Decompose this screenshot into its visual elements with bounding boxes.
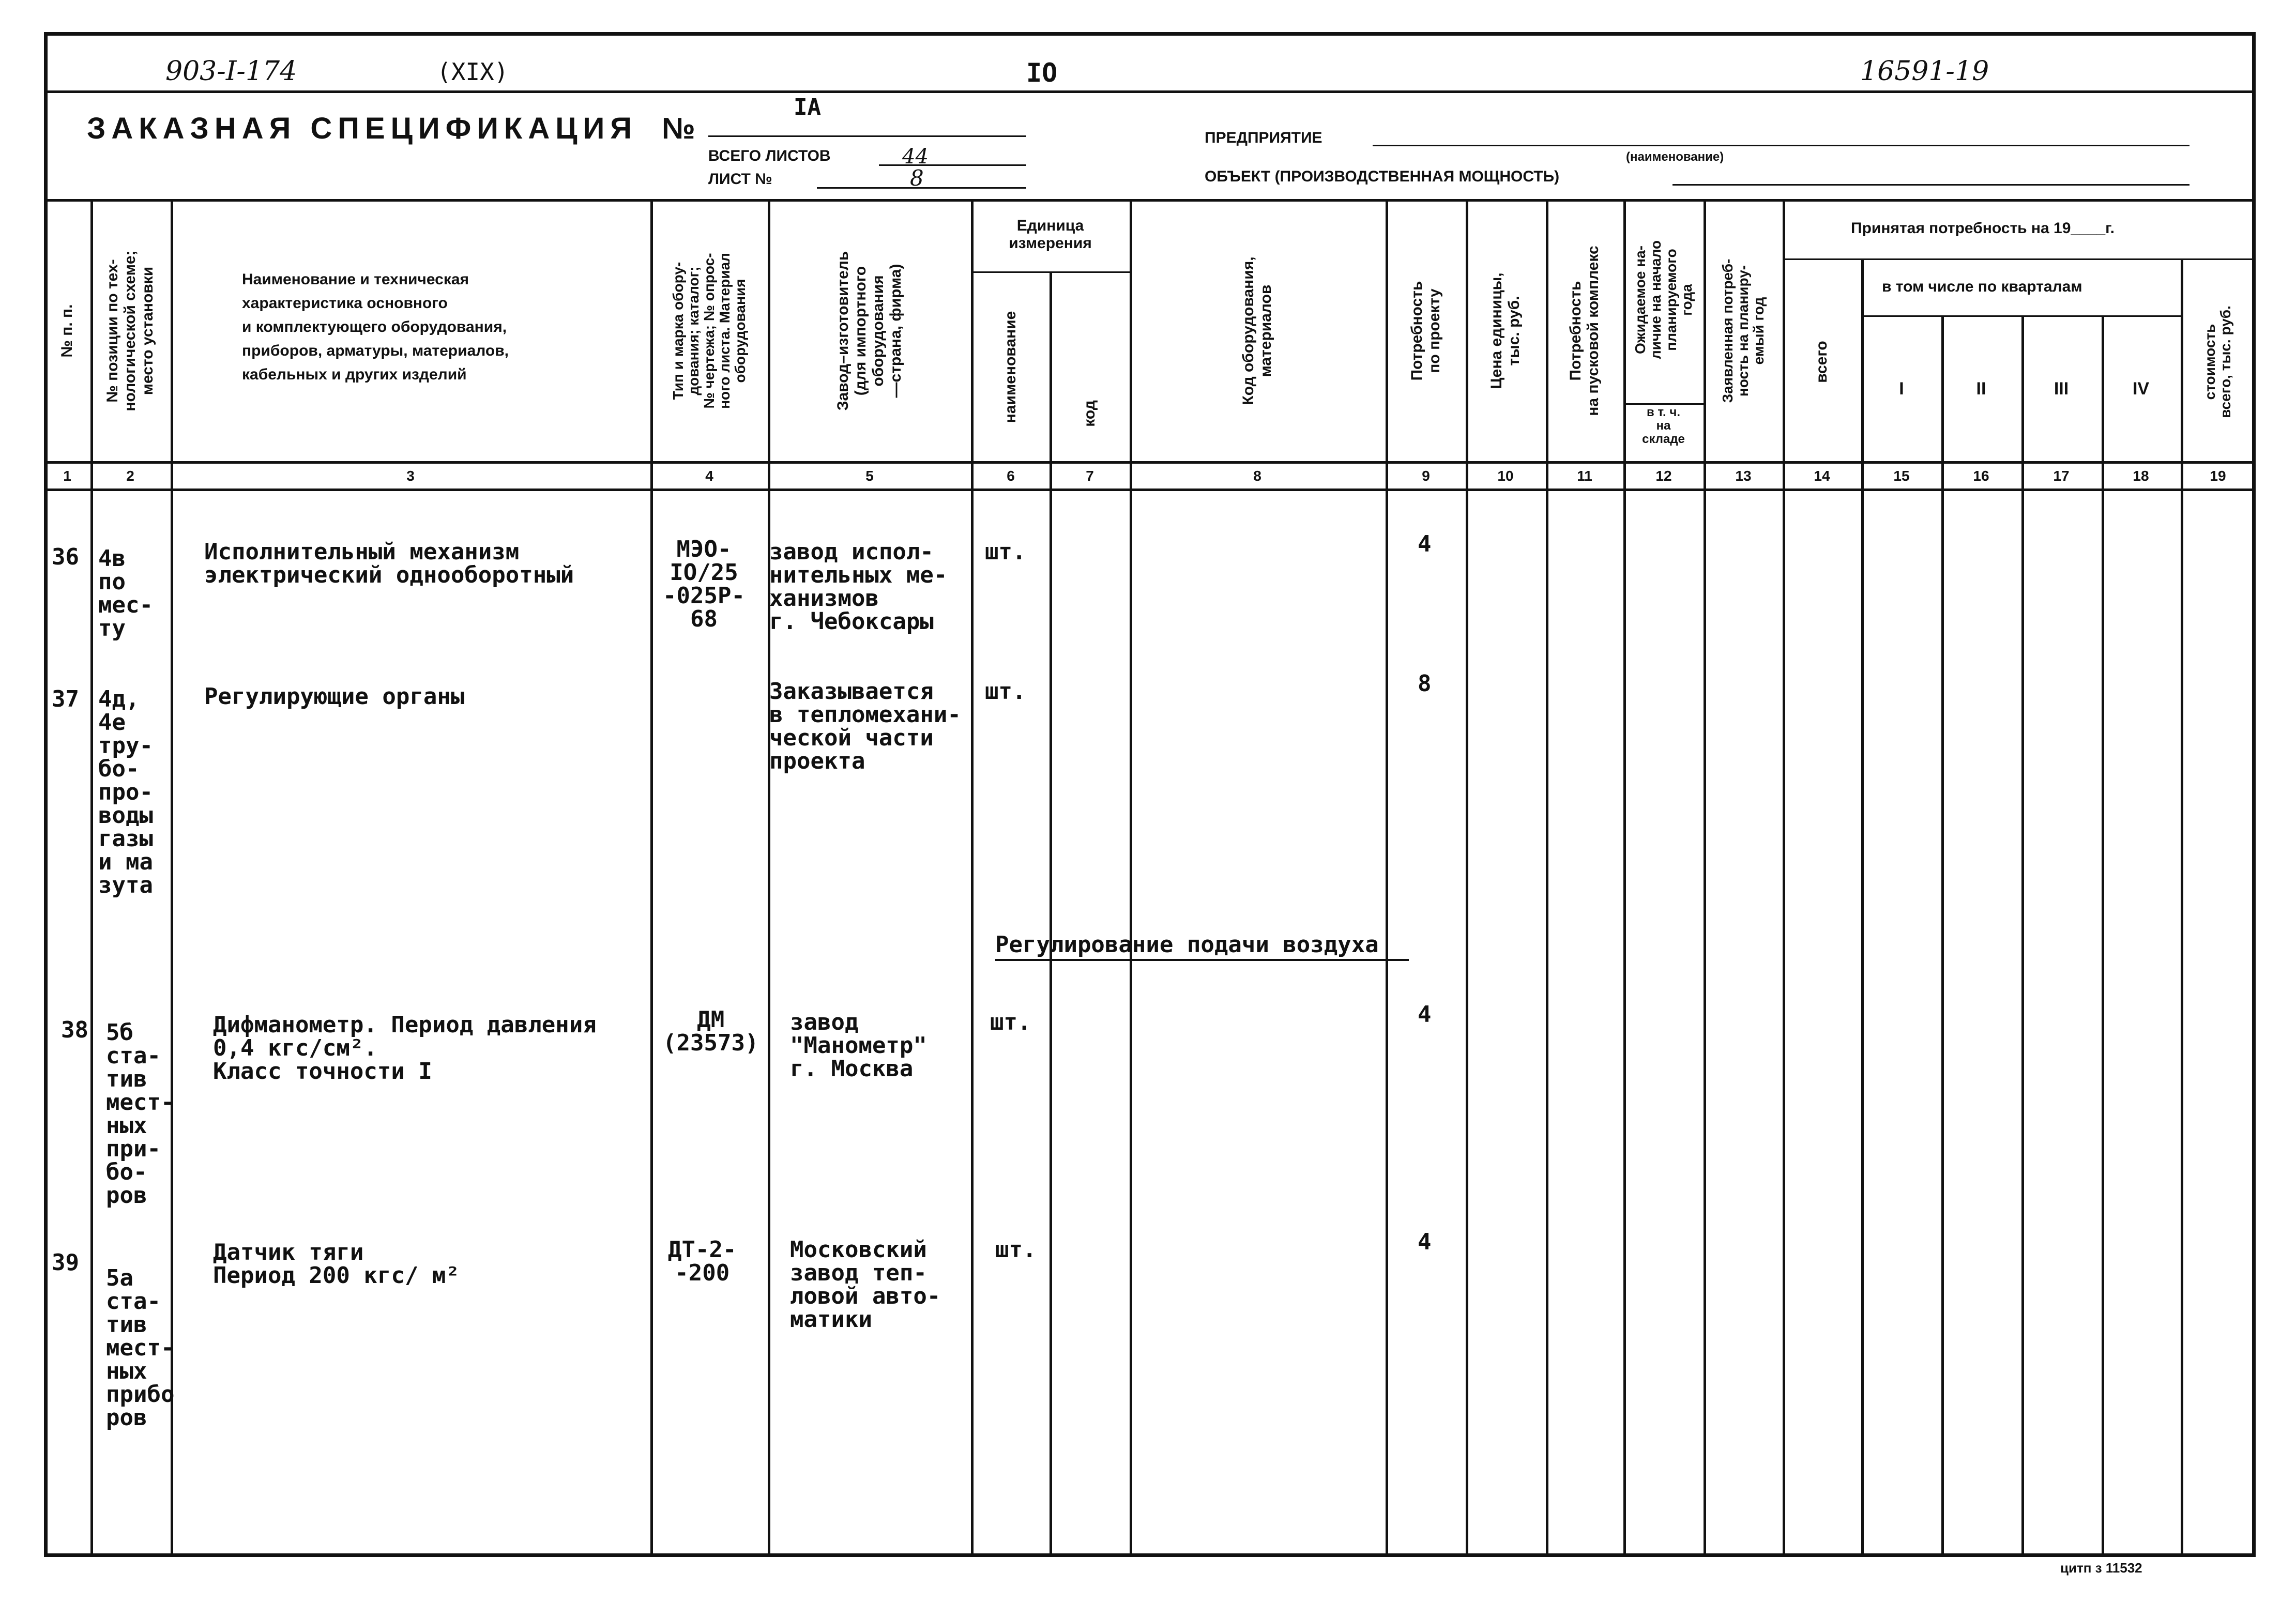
header-col11: Потребность на пусковой комплекс xyxy=(1567,246,1602,416)
column-number: 5 xyxy=(865,468,874,484)
unit-group-line xyxy=(971,271,1130,273)
column-number: 4 xyxy=(705,468,713,484)
object-underline xyxy=(1672,184,2189,186)
spec-number-value: IA xyxy=(794,94,821,120)
column-number: 9 xyxy=(1422,468,1430,484)
column-number: 18 xyxy=(2133,468,2149,484)
row-maker: Московский завод теп- ловой авто- матики xyxy=(790,1237,941,1333)
header-col10: Цена единицы, тыс. руб. xyxy=(1488,272,1523,389)
column-number: 1 xyxy=(63,468,71,484)
column-number: 2 xyxy=(126,468,134,484)
column-number: 17 xyxy=(2053,468,2070,484)
row-position: 5б ста- тив мест- ных при- бо- ров xyxy=(106,1019,175,1209)
header-col12-bottom: в т. ч. на складе xyxy=(1642,405,1685,446)
total-sheets-value: 44 xyxy=(902,145,929,169)
column-number: 7 xyxy=(1086,468,1094,484)
header-q2: II xyxy=(1976,379,1986,399)
row-unit: шт. xyxy=(985,678,1026,705)
header-col8: Код оборудования, материалов xyxy=(1240,256,1274,405)
header-col13: Заявленная потреб- ность на планиру- емый год xyxy=(1720,258,1767,403)
column-number: 15 xyxy=(1893,468,1910,484)
header-col7: код xyxy=(1081,400,1098,427)
spec-title: ЗАКАЗНАЯ СПЕЦИФИКАЦИЯ xyxy=(87,112,637,145)
spec-number-label: № xyxy=(662,112,695,145)
sheet-underline xyxy=(817,187,1026,189)
col12-split-line xyxy=(1623,403,1704,405)
row-name: Регулирующие органы xyxy=(204,683,465,710)
col-line xyxy=(1861,258,1864,1557)
column-number: 16 xyxy=(1973,468,1989,484)
col-line xyxy=(971,199,974,1557)
sheet-value: 8 xyxy=(910,165,924,191)
row-maker: завод испол- нительных ме- ханизмов г. Чебоксары xyxy=(769,539,948,635)
page-number: IO xyxy=(1026,58,1058,88)
sheet-label: ЛИСТ № xyxy=(708,171,772,188)
column-number: 19 xyxy=(2210,468,2226,484)
row-number: 39 xyxy=(52,1249,79,1276)
header-q3: III xyxy=(2054,379,2069,399)
column-number: 11 xyxy=(1577,468,1592,484)
header-q4: IV xyxy=(2132,379,2150,399)
row-unit: шт. xyxy=(985,539,1026,565)
row-name: Датчик тяги Период 200 кгс/ м² xyxy=(213,1239,460,1289)
row-position: 5а ста- тив мест- ных прибо ров xyxy=(106,1265,175,1431)
section-heading-underline xyxy=(995,959,1409,961)
header-bottom-line xyxy=(44,461,2256,464)
col-line xyxy=(650,199,653,1557)
total-sheets-label: ВСЕГО ЛИСТОВ xyxy=(708,147,831,164)
section-heading: Регулирование подачи воздуха xyxy=(995,932,1379,958)
header-unit-group: Единица измерения xyxy=(1009,217,1092,252)
column-number: 13 xyxy=(1735,468,1752,484)
row-position: 4д, 4е тру- бо- про- воды газы и ма зута xyxy=(98,686,153,898)
top-line-divider xyxy=(44,90,2256,93)
header-quarters: в том числе по кварталам xyxy=(1882,278,2082,295)
header-col14: всего xyxy=(1813,341,1830,383)
column-number-line xyxy=(44,489,2256,491)
col-line xyxy=(1466,199,1468,1557)
row-quantity: 4 xyxy=(1418,531,1432,557)
header-col2: № позиции по тех- нологической схеме; место установки xyxy=(104,250,156,411)
object-label: ОБЪЕКТ (ПРОИЗВОДСТВЕННАЯ МОЩНОСТЬ) xyxy=(1205,168,1560,185)
col-line xyxy=(1386,199,1388,1557)
name-hint: (наименование) xyxy=(1626,150,1724,164)
column-number: 6 xyxy=(1007,468,1015,484)
inventory-number: 16591-19 xyxy=(1860,56,1989,87)
series-code: (XIX) xyxy=(437,58,509,86)
printer-stamp: цитп з 11532 xyxy=(2060,1560,2142,1576)
header-col19: стоимость всего, тыс. руб. xyxy=(2202,306,2233,418)
header-q1: I xyxy=(1899,379,1904,399)
col-line xyxy=(1050,271,1052,1557)
accepted-group-line xyxy=(1783,258,2256,260)
col-line xyxy=(1546,199,1548,1557)
row-quantity: 8 xyxy=(1418,670,1432,697)
header-col5: Завод–изготовитель (для импортного оборудования —страна, фирма) xyxy=(834,251,904,411)
col-line xyxy=(90,199,93,1557)
enterprise-underline xyxy=(1373,145,2189,146)
row-maker: завод "Манометр" г. Москва xyxy=(790,1009,927,1082)
row-position: 4в по мес- ту xyxy=(98,545,153,642)
enterprise-label: ПРЕДПРИЯТИЕ xyxy=(1205,129,1322,146)
doc-code: 903-I-174 xyxy=(165,56,297,87)
column-number: 8 xyxy=(1253,468,1261,484)
col-line xyxy=(2181,258,2183,1557)
header-accepted: Принятая потребность на 19____г. xyxy=(1851,220,2115,237)
col-line xyxy=(1704,199,1706,1557)
row-quantity: 4 xyxy=(1418,1229,1432,1255)
row-quantity: 4 xyxy=(1418,1001,1432,1028)
row-name: Исполнительный механизм электрический однооборотный xyxy=(204,539,574,588)
row-number: 36 xyxy=(52,544,79,570)
spec-number-underline xyxy=(708,135,1026,137)
header-col3: Наименование и техническая характеристика основного и комплектующего оборудования, приборов, арматуры, материалов, кабельных и других изделий xyxy=(242,271,509,383)
header-col9: Потребность по проекту xyxy=(1408,281,1443,381)
row-maker: Заказывается в тепломехани- ческой части проекта xyxy=(769,678,961,774)
col-line xyxy=(2102,315,2104,1557)
col-line xyxy=(1130,199,1132,1557)
column-number: 14 xyxy=(1814,468,1830,484)
row-number: 38 xyxy=(61,1017,88,1043)
col-line xyxy=(1783,199,1785,1557)
sheet-frame xyxy=(44,32,2256,1557)
row-type: МЭО- IO/25 -025Р- 68 xyxy=(663,536,745,632)
row-type: ДТ-2- -200 xyxy=(668,1237,737,1286)
column-number: 3 xyxy=(406,468,415,484)
header-col4: Тип и марка обору- дования; каталог; № чертежа; № опрос- ного листа. Материал оборудования xyxy=(670,253,748,409)
col-line xyxy=(768,199,770,1557)
table-top-line xyxy=(44,199,2256,202)
row-number: 37 xyxy=(52,686,79,712)
col-line xyxy=(1941,315,1944,1557)
row-type: ДМ (23573) xyxy=(663,1006,759,1056)
column-number: 10 xyxy=(1497,468,1514,484)
header-col1: № п. п. xyxy=(58,304,75,358)
column-number: 12 xyxy=(1655,468,1672,484)
header-col12-top: Ожидаемое на- личие на начало планируемого года xyxy=(1632,240,1695,360)
row-unit: шт. xyxy=(995,1237,1037,1263)
quarters-group-line xyxy=(1861,315,2181,317)
header-col6: наименование xyxy=(1002,311,1019,423)
row-name: Дифманометр. Период давления 0,4 кгс/см². Класс точности I xyxy=(213,1012,597,1085)
row-unit: шт. xyxy=(990,1009,1031,1035)
total-sheets-underline xyxy=(879,164,1026,166)
col-line xyxy=(2021,315,2024,1557)
